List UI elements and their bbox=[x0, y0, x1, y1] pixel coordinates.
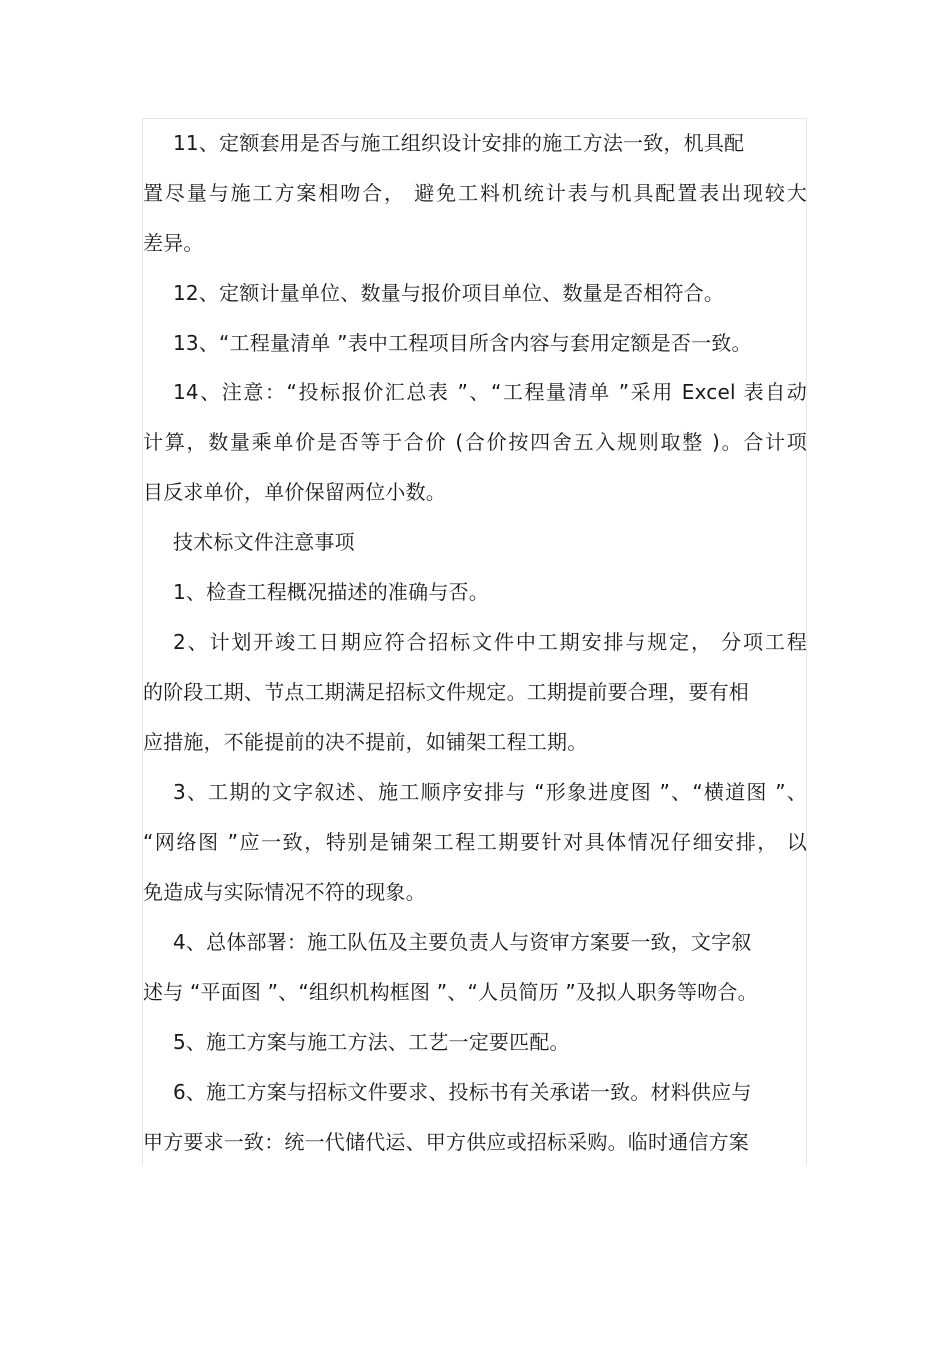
text-line: 免造成与实际情况不符的现象。 bbox=[143, 880, 426, 904]
text-line: 的阶段工期、节点工期满足招标文件规定。工期提前要合理，要有相 bbox=[143, 680, 749, 704]
text-line: 目反求单价，单价保留两位小数。 bbox=[143, 480, 446, 504]
text-line: 应措施，不能提前的决不提前，如铺架工程工期。 bbox=[143, 730, 588, 754]
text-line: 11、定额套用是否与施工组织设计安排的施工方法一致，机具配 bbox=[173, 131, 745, 155]
text-line: 述与 “平面图 ”、“组织机构框图 ”、“人员简历 ”及拟人职务等吻合。 bbox=[143, 980, 758, 1004]
text-line: 6、施工方案与招标文件要求、投标书有关承诺一致。材料供应与 bbox=[173, 1080, 752, 1104]
text-line: 4、总体部署：施工队伍及主要负责人与资审方案要一致，文字叙 bbox=[173, 930, 752, 954]
text-line: 2、计划开竣工日期应符合招标文件中工期安排与规定， 分项工程 bbox=[173, 630, 807, 654]
text-line: 甲方要求一致：统一代储代运、甲方供应或招标采购。临时通信方案 bbox=[143, 1130, 749, 1154]
text-line: 3、工期的文字叙述、施工顺序安排与 “形象进度图 ”、“横道图 ”、 bbox=[173, 780, 807, 804]
text-line: 14、注意：“投标报价汇总表 ”、“工程量清单 ”采用 Excel 表自动 bbox=[173, 380, 807, 404]
text-line: 置尽量与施工方案相吻合， 避免工料机统计表与机具配置表出现较大 bbox=[143, 181, 807, 205]
text-line: 计算，数量乘单价是否等于合价 (合价按四舍五入规则取整 )。合计项 bbox=[143, 430, 807, 454]
text-line: 1、检查工程概况描述的准确与否。 bbox=[173, 580, 489, 604]
text-line: “网络图 ”应一致，特别是铺架工程工期要针对具体情况仔细安排， 以 bbox=[143, 830, 807, 854]
text-line: 13、“工程量清单 ”表中工程项目所含内容与套用定额是否一致。 bbox=[173, 331, 752, 355]
text-line: 5、施工方案与施工方法、工艺一定要匹配。 bbox=[173, 1030, 570, 1054]
text-line: 差异。 bbox=[143, 231, 204, 255]
text-line: 12、定额计量单位、数量与报价项目单位、数量是否相符合。 bbox=[173, 281, 725, 305]
section-heading: 技术标文件注意事项 bbox=[173, 530, 355, 554]
